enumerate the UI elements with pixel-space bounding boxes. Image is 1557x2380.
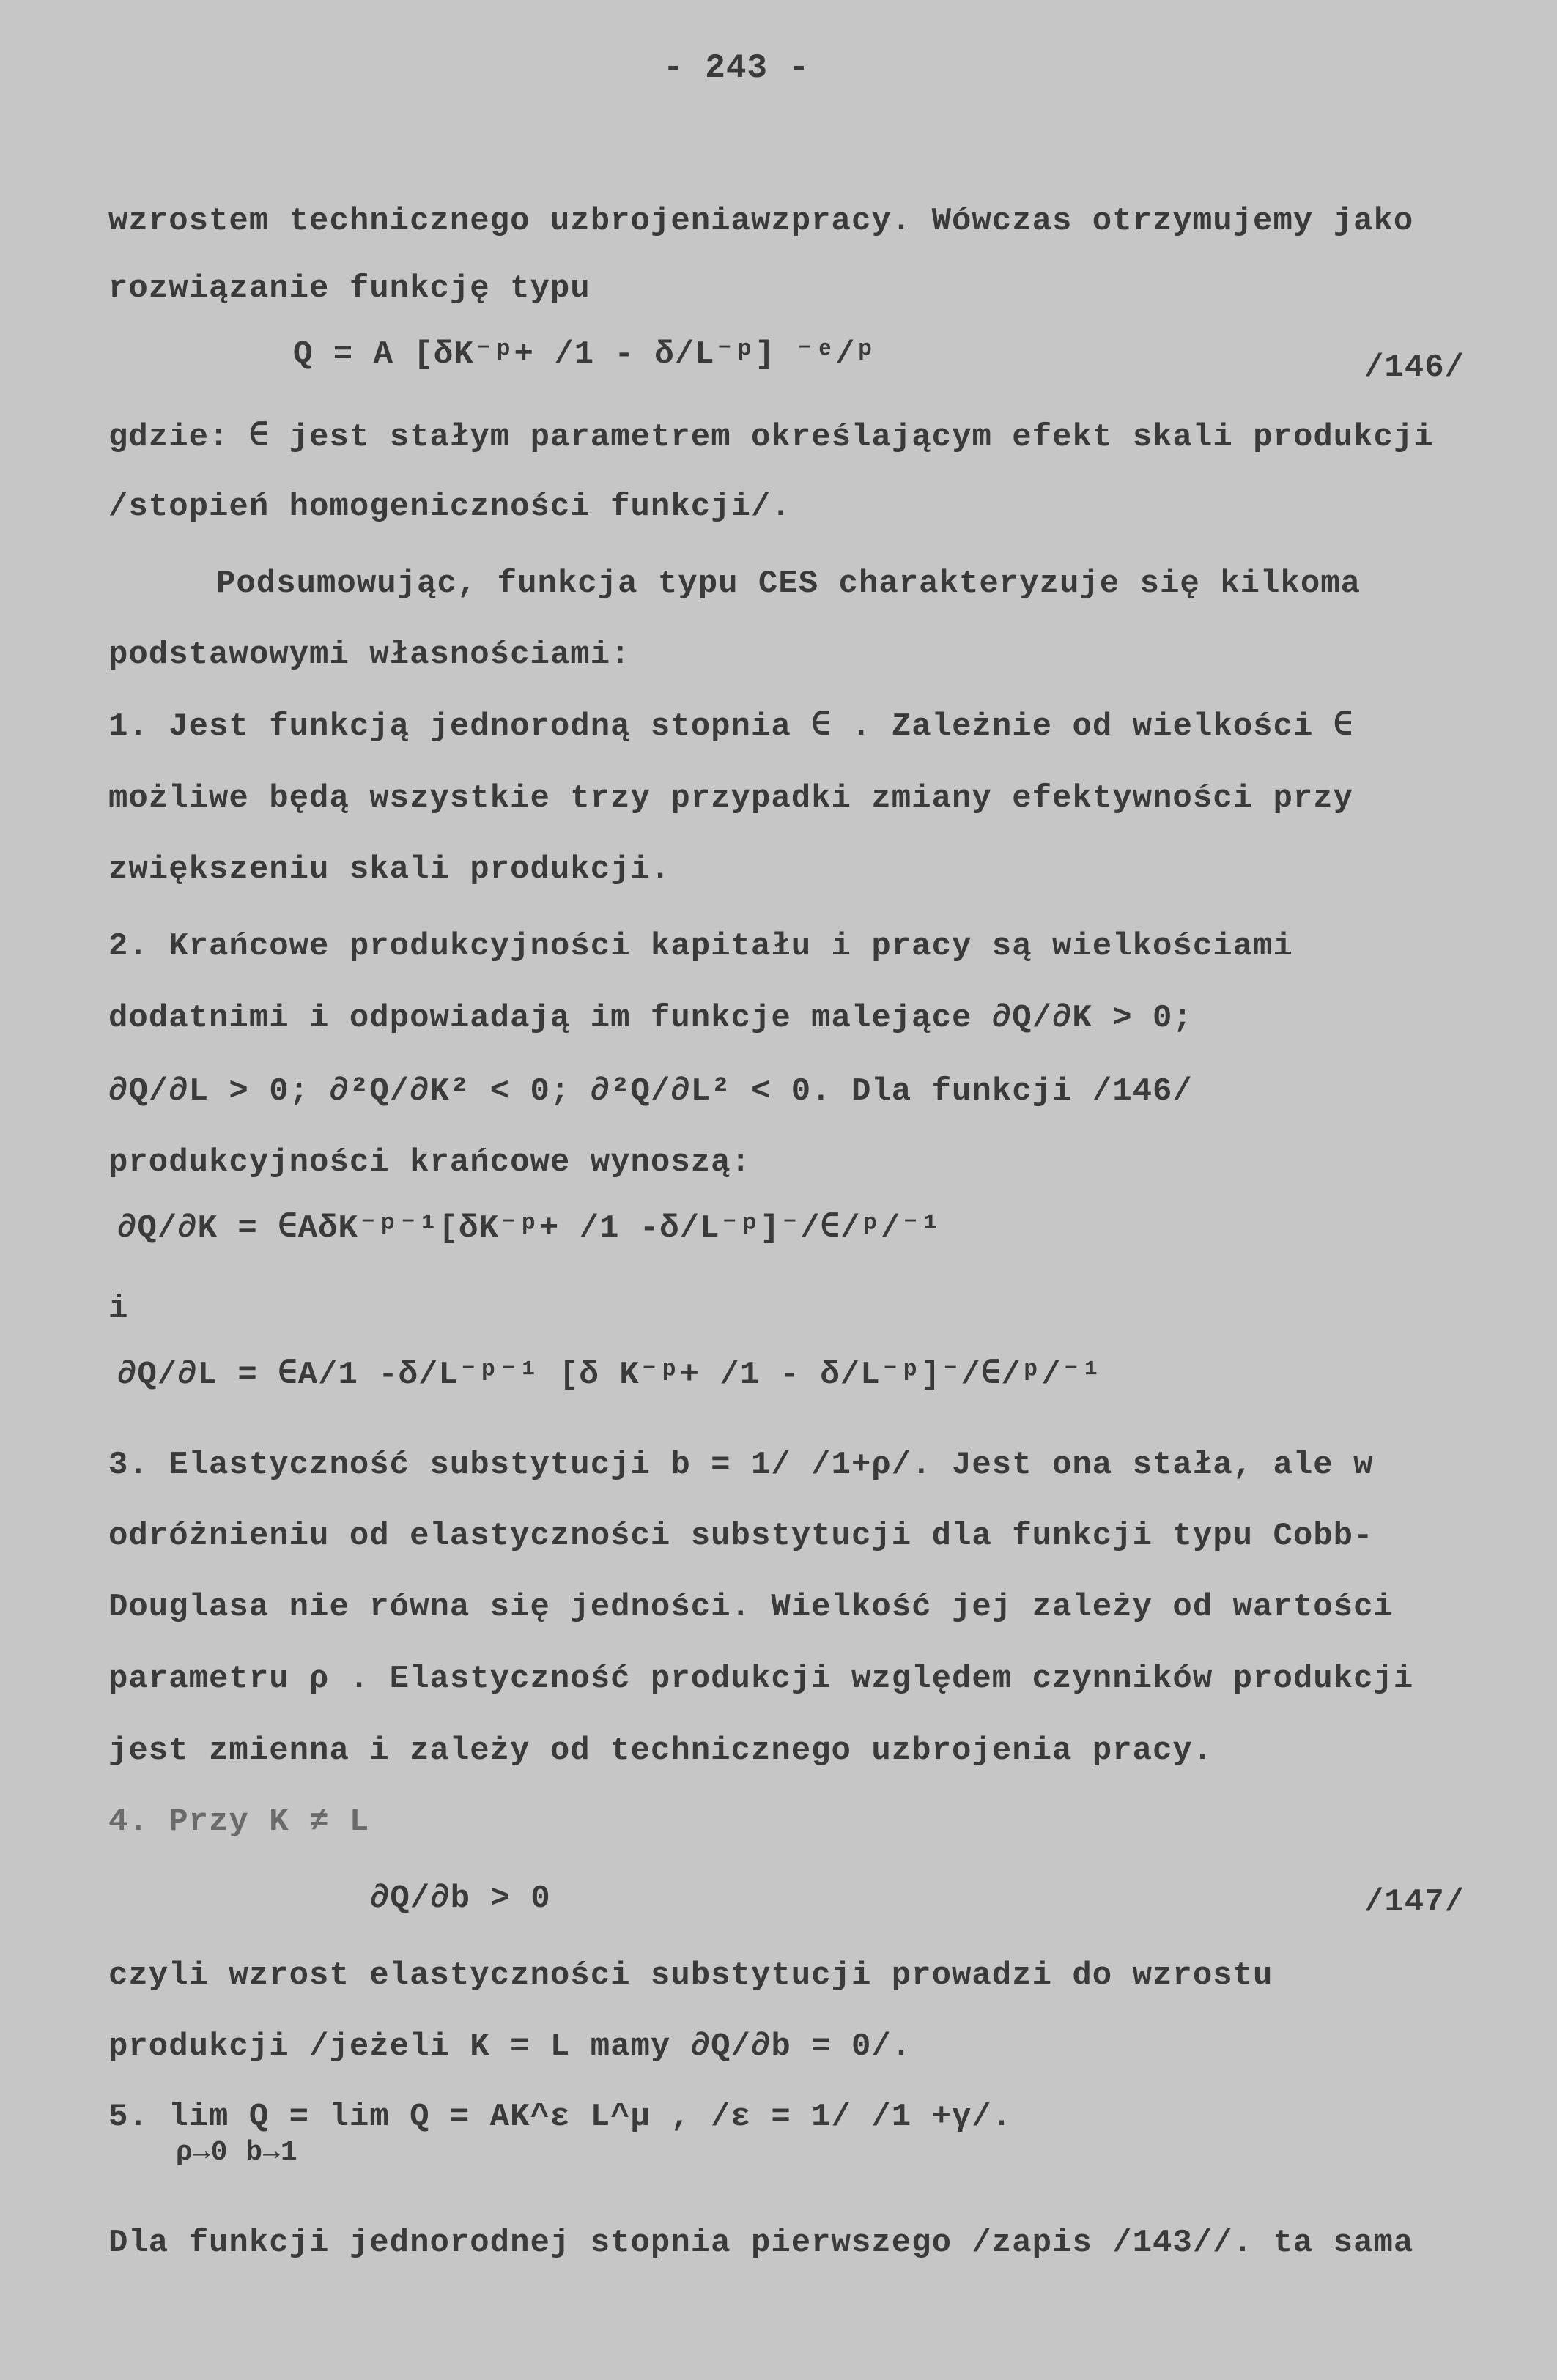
text-line-2: rozwiązanie funkcję typu — [108, 270, 591, 307]
text-line-1: wzrostem technicznego uzbrojeniawzpracy. Wówczas otrzymujemy jako — [108, 203, 1414, 240]
text-line-17: Douglasa nie równa się jedności. Wielkość jej zależy od wartości — [108, 1589, 1394, 1625]
text-line-3: gdzie: ∈ jest stałym parametrem określającym efekt skali produkcji — [108, 419, 1434, 456]
text-line-18: parametru ρ . Elastyczność produkcji względem czynników produkcji — [108, 1661, 1414, 1697]
equation-147: ∂Q/∂b > 0 — [370, 1880, 551, 1917]
text-line-16: odróżnieniu od elastyczności substytucji dla funkcji typu Cobb- — [108, 1518, 1374, 1554]
text-line-13: produkcyjności krańcowe wynoszą: — [108, 1144, 751, 1181]
equation-dq-dl: ∂Q/∂L = ∈A/1 -δ/L⁻ᵖ⁻¹ [δ K⁻ᵖ+ /1 - δ/L⁻ᵖ]⁻/∈/ᵖ/⁻¹ — [117, 1357, 1102, 1393]
text-line-8: możliwe będą wszystkie trzy przypadki zmiany efektywności przy — [108, 780, 1354, 817]
text-line-21: czyli wzrost elastyczności substytucji prowadzi do wzrostu — [108, 1957, 1273, 1994]
text-line-19: jest zmienna i zależy od technicznego uzbrojenia pracy. — [108, 1732, 1213, 1769]
text-line-9: zwiększeniu skali produkcji. — [108, 851, 671, 888]
text-line-10: 2. Krańcowe produkcyjności kapitału i pracy są wielkościami — [108, 928, 1293, 965]
text-line-11: dodatnimi i odpowiadają im funkcje malejące ∂Q/∂K > 0; — [108, 1000, 1193, 1037]
limit-subscripts: ρ→0 b→1 — [176, 2137, 298, 2168]
text-line-5: Podsumowując, funkcja typu CES charakteryzuje się kilkoma — [216, 566, 1361, 602]
text-line-24: Dla funkcji jednorodnej stopnia pierwszego /zapis /143//. ta sama — [108, 2225, 1414, 2261]
text-line-14: i — [108, 1291, 129, 1327]
text-line-22: produkcji /jeżeli K = L mamy ∂Q/∂b = 0/. — [108, 2028, 912, 2065]
equation-146: Q = A [δK⁻ᵖ+ /1 - δ/L⁻ᵖ] ⁻ᵉ/ᵖ — [293, 336, 876, 373]
text-line-7: 1. Jest funkcją jednorodną stopnia ∈ . Zależnie od wielkości ∈ — [108, 708, 1354, 745]
page-number: - 243 - — [663, 49, 810, 87]
text-line-6: podstawowymi własnościami: — [108, 637, 631, 673]
equation-147-number: /147/ — [1364, 1884, 1465, 1921]
equation-146-number: /146/ — [1364, 349, 1465, 386]
text-line-4: /stopień homogeniczności funkcji/. — [108, 489, 791, 525]
text-line-12: ∂Q/∂L > 0; ∂²Q/∂K² < 0; ∂²Q/∂L² < 0. Dla funkcji /146/ — [108, 1073, 1193, 1110]
equation-dq-dk: ∂Q/∂K = ∈AδK⁻ᵖ⁻¹[δK⁻ᵖ+ /1 -δ/L⁻ᵖ]⁻/∈/ᵖ/⁻¹ — [117, 1210, 942, 1247]
text-line-15: 3. Elastyczność substytucji b = 1/ /1+ρ/. Jest ona stała, ale w — [108, 1447, 1374, 1483]
text-line-20: 4. Przy K ≠ L — [108, 1803, 370, 1840]
text-line-23: 5. lim Q = lim Q = AK^ε L^μ , /ε = 1/ /1 +γ/. — [108, 2099, 1013, 2135]
